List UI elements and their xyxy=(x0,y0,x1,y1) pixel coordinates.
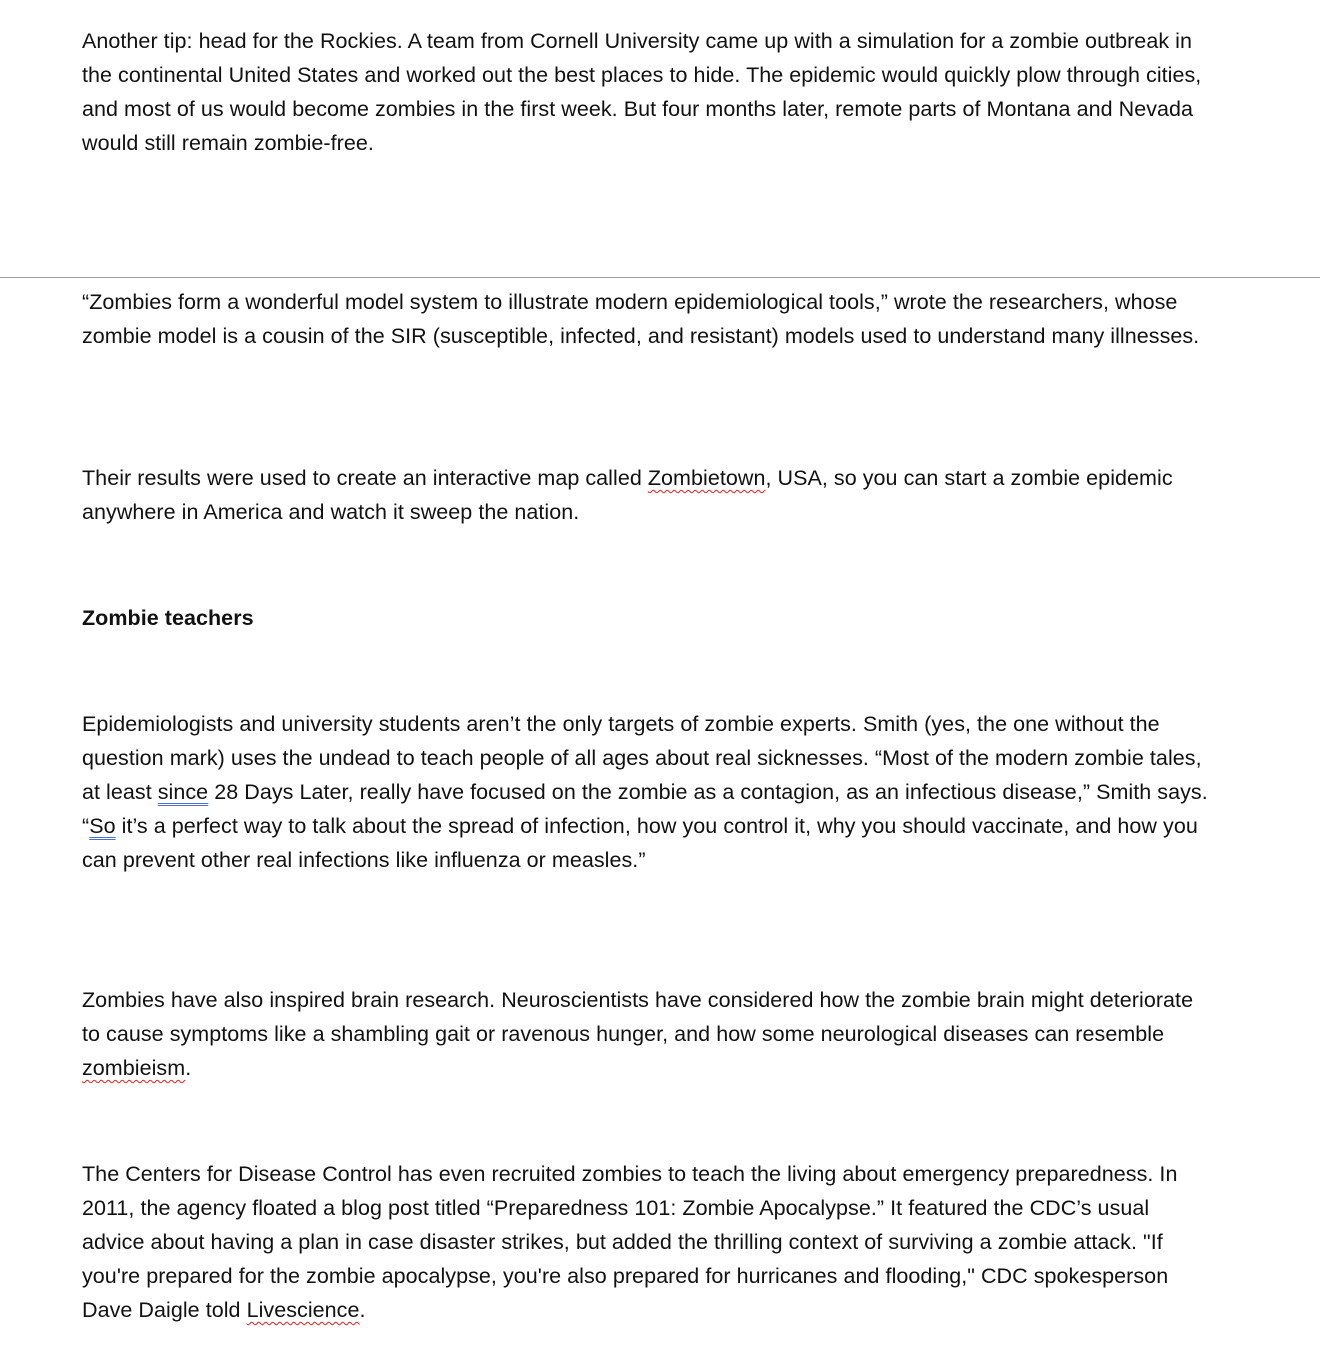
paragraph-teachers-text-mid: 28 Days Later, really have focused on the zombie as a contagion, as an infectious disease,” Smith says. “ xyxy=(82,780,1208,838)
paragraph-teachers-text: Epidemiologists and university students aren’t the only targets of zombie experts. Smith (yes, the one without the question mark) uses the undead to teach people of all ages about real sicknesses. “Most of the modern zombie tales, at least xyxy=(82,712,1202,804)
paragraph-cdc xyxy=(82,1157,1212,1327)
paragraph-map xyxy=(82,461,1212,529)
grammar-flag-since[interactable]: since xyxy=(157,780,209,804)
paragraph-brain xyxy=(82,983,1212,1085)
paragraph-map-text-end: , USA, so you can start a zombie epidemic anywhere in America and watch it sweep the nation. xyxy=(82,466,1173,524)
grammar-flag-so[interactable]: So xyxy=(89,814,116,838)
paragraph-brain-text: Zombies have also inspired brain research. Neuroscientists have considered how the zombie brain might deteriorate to cause symptoms like a shambling gait or ravenous hunger, and how some neurological diseases can resemble xyxy=(82,988,1194,1046)
paragraph-cdc-text: The Centers for Disease Control has even recruited zombies to teach the living about emergency preparedness. In 2011, the agency floated a blog post titled “Preparedness 101: Zombie Apocalypse.” It featured the CDC’s usual advice about having a plan in case disaster strikes, but added the thrilling context of surviving a zombie attack. "If you're prepared for the zombie apocalypse, you're also prepared for hurricanes and flooding," CDC spokesperson Dave Daigle told xyxy=(82,1162,1178,1322)
paragraph-teachers xyxy=(82,707,1212,877)
paragraph-model: “Zombies form a wonderful model system to illustrate modern epidemiological tools,” wrote the researchers, whose zombie model is a cousin of the SIR (susceptible, infected, and resistant) models used to understand many illnesses. xyxy=(82,290,1200,348)
paragraph-teachers-text-end: it’s a perfect way to talk about the spread of infection, how you control it, why you should vaccinate, and how you can prevent other real infections like influenza or measles.” xyxy=(82,814,1198,872)
spelling-flag-livescience[interactable]: Livescience xyxy=(246,1298,360,1322)
page-break-divider xyxy=(0,277,1320,278)
document-page-bottom xyxy=(0,279,1320,1366)
paragraph-map-text: Their results were used to create an interactive map called xyxy=(82,466,648,490)
paragraph-cdc-text-end: . xyxy=(359,1298,366,1322)
paragraph-rockies: Another tip: head for the Rockies. A team from Cornell University came up with a simulation for a zombie outbreak in the continental United States and worked out the best places to hide. The epidemic would quickly plow through cities, and most of us would become zombies in the first week. But four months later, remote parts of Montana and Nevada would still remain zombie-free. xyxy=(82,29,1202,155)
document-page-top xyxy=(0,0,1320,278)
paragraph-brain-text-end: . xyxy=(185,1056,192,1080)
spelling-flag-zombieism[interactable]: zombieism xyxy=(82,1056,186,1080)
spelling-flag-zombietown[interactable]: Zombietown xyxy=(647,466,766,490)
section-heading: Zombie teachers xyxy=(82,606,254,630)
